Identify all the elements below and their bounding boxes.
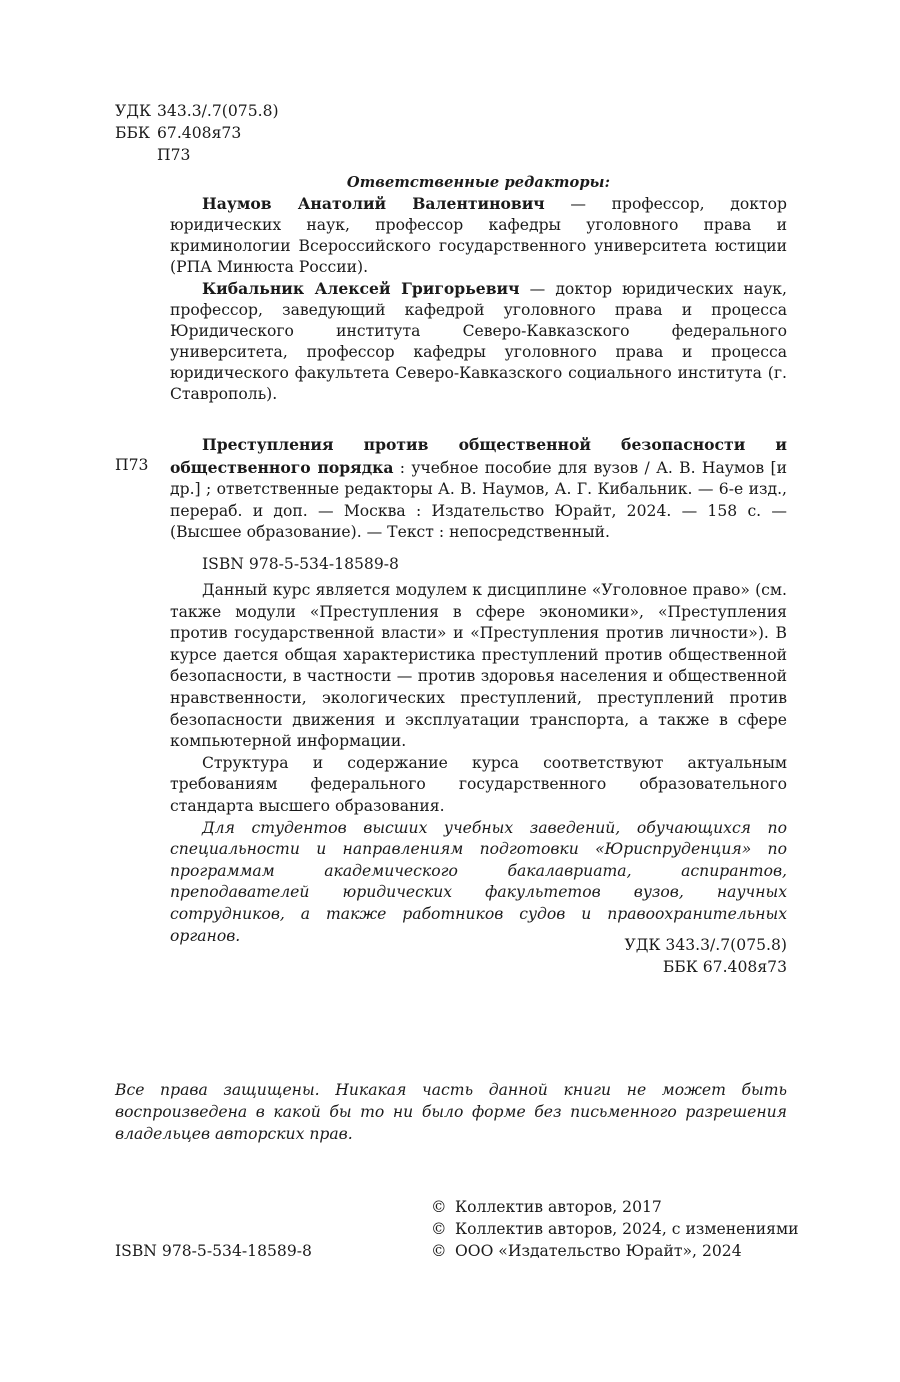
bbk-label: ББК bbox=[115, 124, 150, 142]
book-description: : учебное пособие для вузов / А. В. Наумов [и др.] ; ответственные редакторы А. В. Наумов, А. Г. Кибальник. — 6-е изд., перераб. и доп. — Москва : Издательство Юрайт, 2024. — 158 с. — (Высшее образование). — Текст : непосредственный. bbox=[170, 458, 787, 542]
bbk-line bbox=[115, 122, 279, 144]
catalog-side-mark: П73 bbox=[115, 456, 149, 474]
editor-2-description: — доктор юридических наук, профессор, заведующий кафедрой уголовного права и процесса Юридического института Северо-Кавказского федерального университета, профессор кафедры уголовного права и процесса юридического факультета Северо-Кавказского социального института (г. Ставрополь). bbox=[170, 280, 787, 403]
copyright-line-3 bbox=[431, 1240, 798, 1262]
annotation-paragraph-1: Данный курс является модулем к дисциплине «Уголовное право» (см. также модули «Преступления в сфере экономики», «Преступления против государственной власти» и «Преступления против личности»). В курсе дается общая характеристика преступлений против общественной безопасности, в частности — против здоровья населения и общественной нравственности, экологических преступлений, преступлений против безопасности движения и эксплуатации транспорта, а также в сфере компьютерной информации. bbox=[170, 581, 787, 751]
catalog-entry-text bbox=[170, 434, 787, 544]
copyright-symbol: © bbox=[431, 1220, 447, 1238]
copyright-symbol: © bbox=[431, 1242, 447, 1260]
udk-label: УДК bbox=[115, 102, 152, 120]
udk-value: 343.3/.7(075.8) bbox=[157, 102, 279, 120]
annotation bbox=[170, 580, 787, 947]
rights-notice: Все права защищены. Никакая часть данной книги не может быть воспроизведена в какой бы то ни было форме без письменного разрешения владельцев авторских прав. bbox=[115, 1081, 787, 1143]
copyright-text-3: ООО «Издательство Юрайт», 2024 bbox=[455, 1242, 742, 1260]
editor-2-name: Кибальник Алексей Григорьевич bbox=[202, 279, 520, 298]
copyright-text-2: Коллектив авторов, 2024, с изменениями bbox=[455, 1220, 799, 1238]
editor-1-name: Наумов Анатолий Валентинович bbox=[202, 194, 545, 213]
bbk-bottom: ББК 67.408я73 bbox=[662, 958, 787, 976]
annotation-audience: Для студентов высших учебных заведений, обучающихся по специальности и направлениям подготовки «Юриспруденция» по программам академического бакалавриата, аспирантов, преподавателей юридических факультетов вузов, научных сотрудников, а также работников судов и правоохранительных органов. bbox=[170, 818, 787, 945]
editor-1-description: — профессор, доктор юридических наук, профессор кафедры уголовного права и криминологии Всероссийского государственного университета юстиции (РПА Минюста России). bbox=[170, 195, 787, 276]
copyright-line-1 bbox=[431, 1196, 798, 1218]
author-mark: П73 bbox=[157, 146, 191, 164]
editor-1 bbox=[170, 193, 787, 278]
editors-block bbox=[170, 172, 787, 405]
copyright-text-1: Коллектив авторов, 2017 bbox=[455, 1198, 662, 1216]
annotation-paragraph-2: Структура и содержание курса соответствуют актуальным требованиям федерального государственного образовательного стандарта высшего образования. bbox=[170, 753, 787, 815]
classification-codes-top bbox=[115, 100, 279, 166]
catalog-isbn: ISBN 978-5-534-18589-8 bbox=[202, 555, 399, 573]
book-title: Преступления против общественной безопасности и общественного порядка bbox=[170, 435, 787, 477]
bbk-value: 67.408я73 bbox=[157, 124, 242, 142]
copyright-symbol: © bbox=[431, 1198, 447, 1216]
isbn-bottom: ISBN 978-5-534-18589-8 bbox=[115, 1242, 312, 1260]
udk-bottom: УДК 343.3/.7(075.8) bbox=[624, 936, 787, 954]
editor-2 bbox=[170, 278, 787, 405]
copyright-line-2 bbox=[431, 1218, 798, 1240]
editors-heading: Ответственные редакторы: bbox=[346, 174, 611, 191]
copyright-block bbox=[431, 1196, 798, 1262]
udk-line bbox=[115, 100, 279, 122]
classification-codes-bottom bbox=[624, 934, 787, 978]
catalog-entry bbox=[170, 434, 787, 544]
